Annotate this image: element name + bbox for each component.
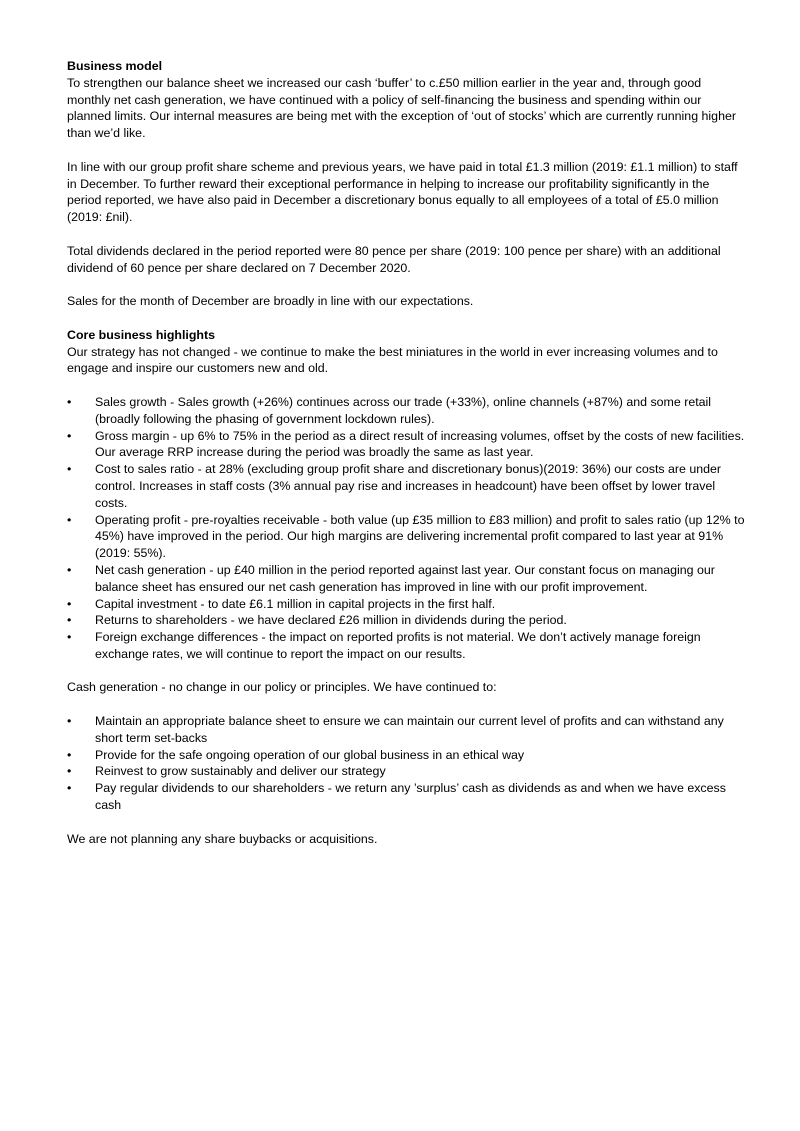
business-model-section [67, 58, 747, 310]
cash-point-balance-sheet: Maintain an appropriate balance sheet to ensure we can maintain our current level of profits and can withstand any short term set-backs [95, 714, 724, 745]
highlight-capital-investment: Capital investment - to date £6.1 million in capital projects in the first half. [95, 596, 496, 611]
highlight-returns: Returns to shareholders - we have declared £26 million in dividends during the period. [95, 613, 567, 628]
cash-generation-list [67, 713, 747, 814]
bullet-icon: • [67, 512, 72, 527]
bullet-icon: • [67, 462, 72, 477]
list-item [67, 428, 747, 462]
bullet-icon: • [67, 781, 72, 796]
bullet-icon: • [67, 562, 72, 577]
list-item [67, 461, 747, 511]
bullet-icon: • [67, 394, 72, 409]
strategy-intro-paragraph: Our strategy has not changed - we continue to make the best miniatures in the world in ever increasing volumes and to engage and inspire our customers new and old. [67, 344, 718, 376]
list-item [67, 713, 747, 747]
list-item [67, 763, 747, 780]
highlights-list [67, 394, 747, 663]
bullet-icon: • [67, 428, 72, 443]
core-business-section [67, 327, 747, 848]
bullet-icon: • [67, 714, 72, 729]
list-item [67, 512, 747, 562]
cash-point-reinvest: Reinvest to grow sustainably and deliver our strategy [95, 764, 386, 779]
core-business-heading: Core business highlights [67, 327, 216, 342]
highlight-gross-margin: Gross margin - up 6% to 75% in the period as a direct result of increasing volumes, offset by the costs of new facilities. Our average RRP increase during the period was broadly the same as last year. [95, 428, 745, 460]
highlight-net-cash: Net cash generation - up £40 million in the period reported against last year. Our constant focus on managing our balance sheet has ensured our net cash generation has improved in line with our profit improvement. [95, 562, 715, 594]
list-item [67, 780, 747, 814]
cash-point-safe-operation: Provide for the safe ongoing operation of our global business in an ethical way [95, 747, 525, 762]
bullet-icon: • [67, 764, 72, 779]
bullet-icon: • [67, 613, 72, 628]
list-item [67, 394, 747, 428]
list-item [67, 596, 747, 613]
list-item [67, 747, 747, 764]
profit-share-paragraph: In line with our group profit share scheme and previous years, we have paid in total £1.3 million (2019: £1.1 million) to staff in December. To further reward their exceptional performance in helping to increase our profitability significantly in the period reported, we have also paid in December a discretionary bonus equally to all employees of a total of £5.0 million (2019: £nil). [67, 159, 738, 225]
cash-buffer-paragraph: To strengthen our balance sheet we increased our cash ‘buffer’ to c.£50 million earlier in the year and, through good monthly net cash generation, we have continued with a policy of self-financing the business and spending within our planned limits. Our internal measures are being met with the exception of ‘out of stocks’ which are currently running higher than we’d like. [67, 75, 736, 141]
highlight-cost-to-sales: Cost to sales ratio - at 28% (excluding group profit share and discretionary bonus)(2019: 36%) our costs are under control. Increases in staff costs (3% annual pay rise and increases in headcount) have been offset by lower travel costs. [95, 462, 722, 510]
business-model-heading: Business model [67, 59, 163, 73]
dividends-paragraph: Total dividends declared in the period reported were 80 pence per share (2019: 100 pence per share) with an additional dividend of 60 pence per share declared on 7 December 2020. [67, 243, 721, 275]
list-item [67, 562, 747, 596]
document-page [67, 58, 747, 864]
cash-point-dividends: Pay regular dividends to our shareholders - we return any ’surplus’ cash as dividends as and when we have excess cash [95, 781, 726, 813]
cash-generation-intro: Cash generation - no change in our policy or principles. We have continued to: [67, 680, 497, 695]
list-item [67, 612, 747, 629]
highlight-operating-profit: Operating profit - pre-royalties receivable - both value (up £35 million to £83 million) and profit to sales ratio (up 12% to 45%) have improved in the period. Our high margins are delivering incremental profit compared to last year at 91% (2019: 55%). [95, 512, 745, 561]
december-sales-paragraph: Sales for the month of December are broadly in line with our expectations. [67, 294, 474, 309]
list-item [67, 629, 747, 663]
highlight-sales-growth: Sales growth - Sales growth (+26%) continues across our trade (+33%), online channels (+87%) and some retail (broadly following the phasing of government lockdown rules). [95, 394, 712, 426]
highlight-fx: Foreign exchange differences - the impact on reported profits is not material. We don’t actively manage foreign exchange rates, we will continue to report the impact on our results. [95, 630, 701, 661]
closing-statement: We are not planning any share buybacks or acquisitions. [67, 831, 378, 846]
bullet-icon: • [67, 747, 72, 762]
bullet-icon: • [67, 596, 72, 611]
bullet-icon: • [67, 630, 72, 645]
